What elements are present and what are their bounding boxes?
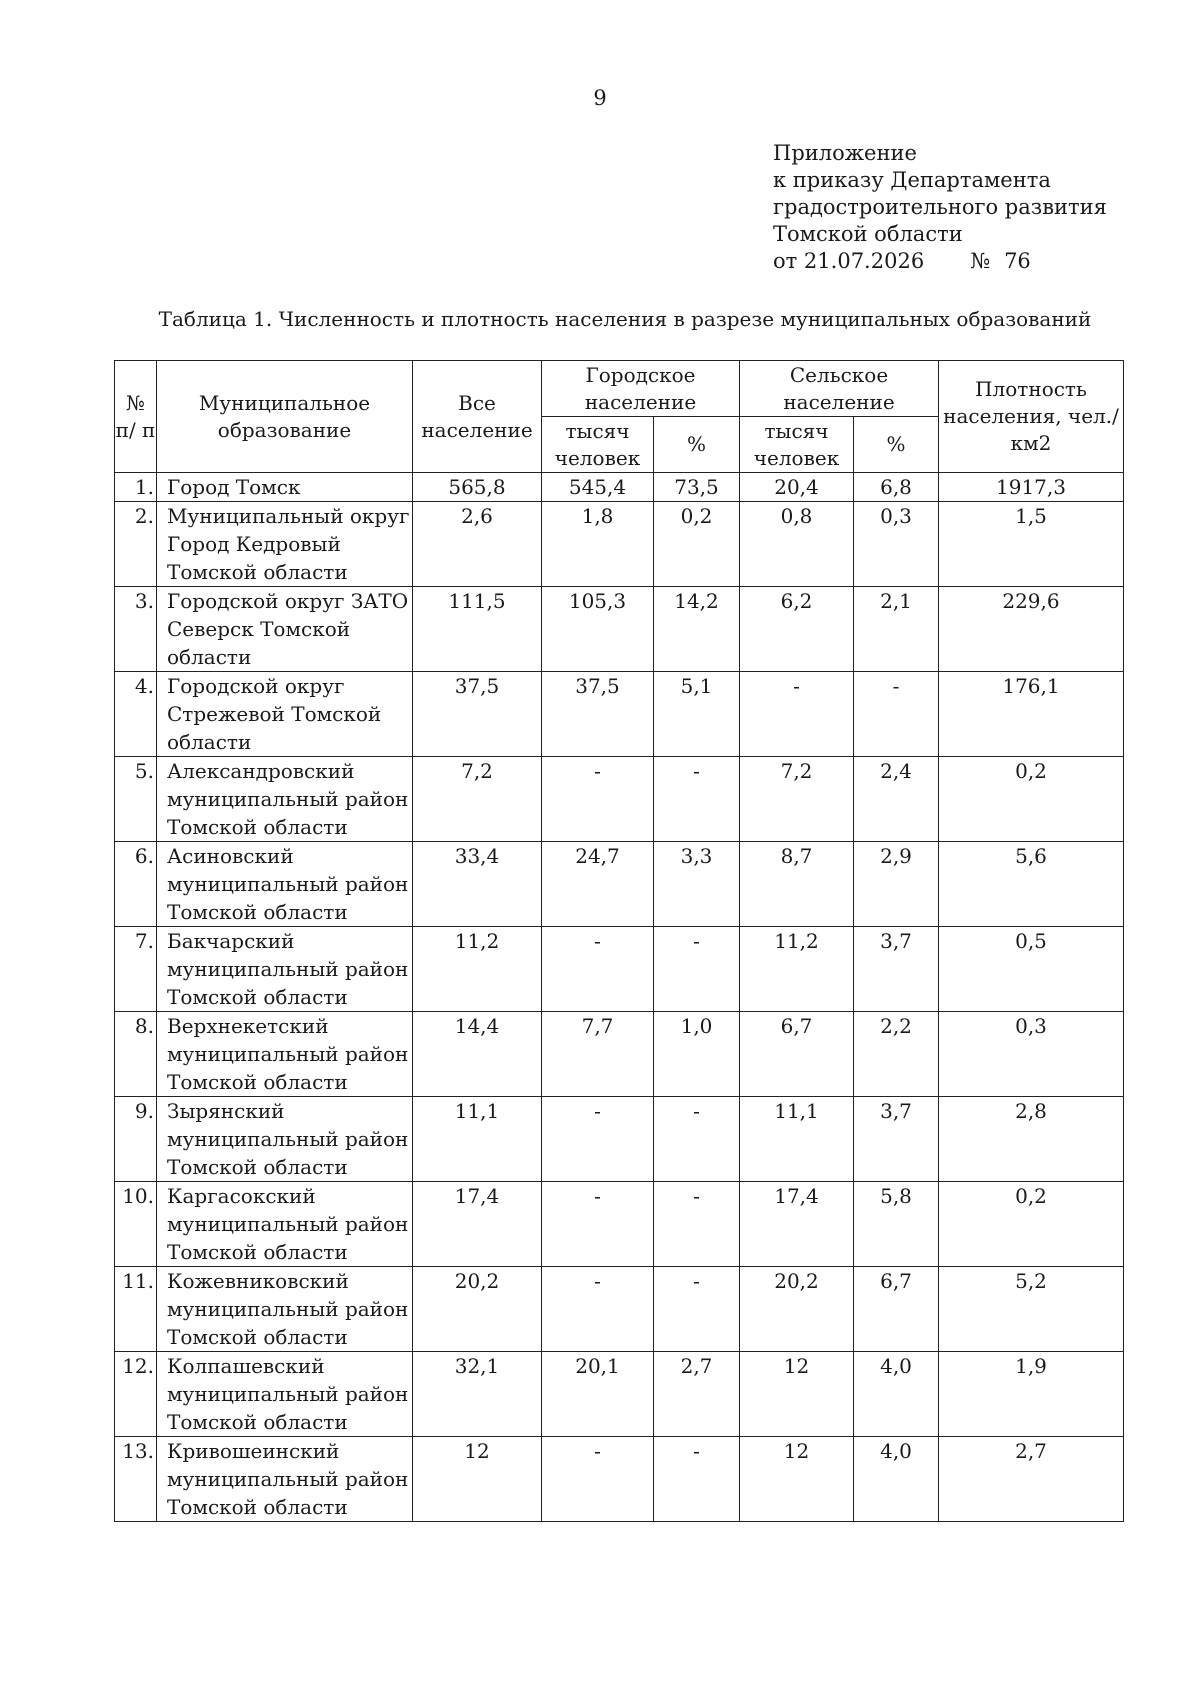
cell-rural-p: 2,4 <box>854 757 939 842</box>
cell-total: 17,4 <box>413 1182 542 1267</box>
cell-urban-p: - <box>654 1097 740 1182</box>
cell-urban-k: 1,8 <box>542 502 654 587</box>
table-row <box>115 1182 1124 1267</box>
table-caption: Таблица 1. Численность и плотность населения в разрезе муниципальных образований <box>158 307 1092 331</box>
cell-name: Муниципальный округ Город Кедровый Томской области <box>157 502 413 587</box>
cell-name: Город Томск <box>157 473 413 502</box>
cell-rural-k: 17,4 <box>740 1182 854 1267</box>
header-urban-thousands: тысяч человек <box>542 417 654 473</box>
cell-urban-p: 73,5 <box>654 473 740 502</box>
page-number: 9 <box>593 86 607 110</box>
header-rural-thousands: тысяч человек <box>740 417 854 473</box>
cell-urban-k: 37,5 <box>542 672 654 757</box>
cell-rural-k: 8,7 <box>740 842 854 927</box>
cell-name: Зырянский муниципальный район Томской области <box>157 1097 413 1182</box>
table-row <box>115 757 1124 842</box>
cell-n: 8. <box>115 1012 157 1097</box>
cell-rural-p: 2,1 <box>854 587 939 672</box>
cell-rural-p: 6,7 <box>854 1267 939 1352</box>
cell-name: Александровский муниципальный район Томской области <box>157 757 413 842</box>
cell-rural-k: 20,4 <box>740 473 854 502</box>
population-table <box>114 360 1124 1522</box>
cell-urban-k: 24,7 <box>542 842 654 927</box>
cell-rural-p: 0,3 <box>854 502 939 587</box>
cell-n: 9. <box>115 1097 157 1182</box>
cell-rural-k: 0,8 <box>740 502 854 587</box>
cell-total: 37,5 <box>413 672 542 757</box>
cell-urban-p: - <box>654 1267 740 1352</box>
appendix-line: Томской области <box>773 222 963 246</box>
table-row <box>115 672 1124 757</box>
cell-rural-p: - <box>854 672 939 757</box>
cell-rural-k: 11,2 <box>740 927 854 1012</box>
header-rural-percent: % <box>854 417 939 473</box>
cell-rural-p: 4,0 <box>854 1352 939 1437</box>
cell-urban-k: 105,3 <box>542 587 654 672</box>
cell-rural-p: 6,8 <box>854 473 939 502</box>
cell-name: Верхнекетский муниципальный район Томской области <box>157 1012 413 1097</box>
cell-urban-k: - <box>542 1097 654 1182</box>
cell-rural-p: 2,2 <box>854 1012 939 1097</box>
cell-total: 11,1 <box>413 1097 542 1182</box>
cell-urban-k: 20,1 <box>542 1352 654 1437</box>
cell-rural-k: - <box>740 672 854 757</box>
cell-name: Асиновский муниципальный район Томской области <box>157 842 413 927</box>
cell-total: 565,8 <box>413 473 542 502</box>
cell-density: 2,8 <box>939 1097 1124 1182</box>
cell-density: 1,5 <box>939 502 1124 587</box>
cell-n: 2. <box>115 502 157 587</box>
cell-n: 6. <box>115 842 157 927</box>
cell-name: Бакчарский муниципальный район Томской области <box>157 927 413 1012</box>
cell-urban-p: - <box>654 1182 740 1267</box>
cell-urban-p: 3,3 <box>654 842 740 927</box>
table-row <box>115 927 1124 1012</box>
cell-total: 33,4 <box>413 842 542 927</box>
cell-rural-k: 7,2 <box>740 757 854 842</box>
cell-rural-k: 20,2 <box>740 1267 854 1352</box>
cell-n: 5. <box>115 757 157 842</box>
cell-n: 7. <box>115 927 157 1012</box>
cell-urban-k: 7,7 <box>542 1012 654 1097</box>
cell-urban-p: 2,7 <box>654 1352 740 1437</box>
cell-density: 176,1 <box>939 672 1124 757</box>
cell-density: 1,9 <box>939 1352 1124 1437</box>
table-row <box>115 1097 1124 1182</box>
appendix-date: от 21.07.2026 <box>773 249 925 273</box>
cell-n: 11. <box>115 1267 157 1352</box>
cell-total: 2,6 <box>413 502 542 587</box>
table-row <box>115 1012 1124 1097</box>
cell-density: 0,5 <box>939 927 1124 1012</box>
cell-density: 1917,3 <box>939 473 1124 502</box>
cell-urban-k: - <box>542 1182 654 1267</box>
cell-urban-p: 5,1 <box>654 672 740 757</box>
cell-total: 14,4 <box>413 1012 542 1097</box>
cell-rural-k: 6,7 <box>740 1012 854 1097</box>
table-row <box>115 1352 1124 1437</box>
cell-rural-p: 4,0 <box>854 1437 939 1522</box>
appendix-line: Приложение <box>773 141 917 165</box>
appendix-line: к приказу Департамента <box>773 168 1051 192</box>
cell-density: 2,7 <box>939 1437 1124 1522</box>
table-row <box>115 1267 1124 1352</box>
table-row <box>115 502 1124 587</box>
cell-total: 11,2 <box>413 927 542 1012</box>
cell-density: 0,2 <box>939 1182 1124 1267</box>
header-num: № п/ п <box>115 361 157 473</box>
cell-n: 12. <box>115 1352 157 1437</box>
cell-rural-p: 3,7 <box>854 1097 939 1182</box>
appendix-line: градостроительного развития <box>773 195 1107 219</box>
appendix-number: 76 <box>1004 249 1031 273</box>
appendix-number-sign: № <box>970 249 991 273</box>
cell-urban-p: 0,2 <box>654 502 740 587</box>
cell-urban-p: 14,2 <box>654 587 740 672</box>
cell-urban-k: - <box>542 757 654 842</box>
cell-urban-p: 1,0 <box>654 1012 740 1097</box>
cell-urban-k: - <box>542 1437 654 1522</box>
cell-rural-p: 3,7 <box>854 927 939 1012</box>
cell-name: Городской округ Стрежевой Томской области <box>157 672 413 757</box>
header-total: Все население <box>413 361 542 473</box>
cell-density: 229,6 <box>939 587 1124 672</box>
cell-name: Кривошеинский муниципальный район Томской области <box>157 1437 413 1522</box>
header-urban: Городское население <box>542 361 740 417</box>
cell-total: 111,5 <box>413 587 542 672</box>
cell-rural-k: 11,1 <box>740 1097 854 1182</box>
cell-rural-p: 2,9 <box>854 842 939 927</box>
header-municipality: Муниципальное образование <box>157 361 413 473</box>
header-density: Плотность населения, чел./км2 <box>939 361 1124 473</box>
cell-total: 32,1 <box>413 1352 542 1437</box>
header-urban-percent: % <box>654 417 740 473</box>
cell-n: 3. <box>115 587 157 672</box>
cell-urban-k: - <box>542 1267 654 1352</box>
cell-total: 20,2 <box>413 1267 542 1352</box>
cell-density: 5,6 <box>939 842 1124 927</box>
header-rural: Сельское население <box>740 361 939 417</box>
table-row <box>115 587 1124 672</box>
cell-urban-p: - <box>654 927 740 1012</box>
cell-n: 1. <box>115 473 157 502</box>
cell-name: Городской округ ЗАТО Северск Томской области <box>157 587 413 672</box>
cell-rural-p: 5,8 <box>854 1182 939 1267</box>
cell-n: 13. <box>115 1437 157 1522</box>
table-row <box>115 1437 1124 1522</box>
table-row <box>115 473 1124 502</box>
cell-rural-k: 6,2 <box>740 587 854 672</box>
cell-urban-p: - <box>654 1437 740 1522</box>
appendix-date-line <box>773 248 1107 275</box>
cell-name: Кожевниковский муниципальный район Томской области <box>157 1267 413 1352</box>
cell-total: 12 <box>413 1437 542 1522</box>
cell-n: 10. <box>115 1182 157 1267</box>
cell-total: 7,2 <box>413 757 542 842</box>
cell-density: 0,3 <box>939 1012 1124 1097</box>
cell-name: Каргасокский муниципальный район Томской области <box>157 1182 413 1267</box>
cell-urban-p: - <box>654 757 740 842</box>
table-body <box>115 473 1124 1522</box>
cell-rural-k: 12 <box>740 1352 854 1437</box>
cell-rural-k: 12 <box>740 1437 854 1522</box>
cell-name: Колпашевский муниципальный район Томской области <box>157 1352 413 1437</box>
cell-urban-k: - <box>542 927 654 1012</box>
cell-density: 0,2 <box>939 757 1124 842</box>
table-row <box>115 842 1124 927</box>
appendix-block <box>773 140 1107 275</box>
cell-urban-k: 545,4 <box>542 473 654 502</box>
cell-density: 5,2 <box>939 1267 1124 1352</box>
cell-n: 4. <box>115 672 157 757</box>
